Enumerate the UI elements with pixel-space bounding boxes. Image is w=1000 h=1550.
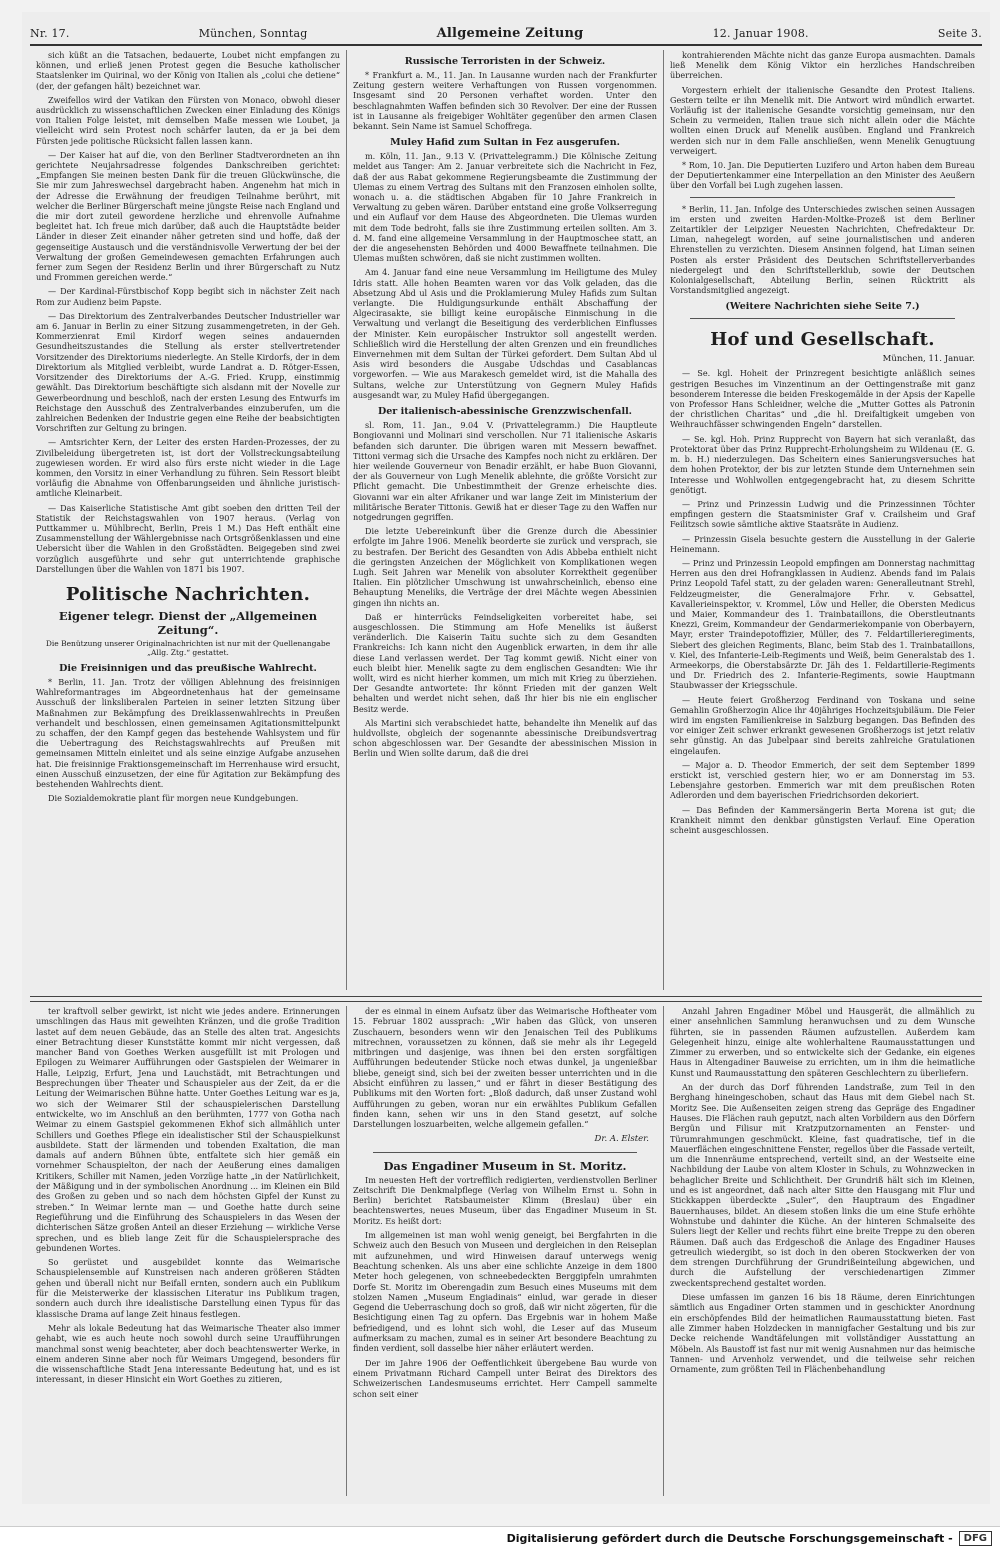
paragraph: sich küßt an die Tatsachen, bedauerte, Loubet nicht empfangen zu können, und erließ jenen Protest gegen die Besuche katholischer Staatslenker im Quirinal, wo der König von Italien als „colui che detiene“ (der, der gefangen hält) bezeichnet war. — [36, 50, 340, 91]
paragraph: sl. Rom, 11. Jan., 9.04 V. (Privattelegramm.) Die Hauptleute Bongiovanni und Molinari sind verschollen. Nur 71 italienische Askaris befanden sich darunter. Die übrigen waren mit Messern bewaffnet. Tittoni vermag sich die Ursache des Kampfes noch nicht zu erklären. Der hier weilende Gouverneur von Benadir erzählt, er habe Buon Giovanni, der als Gouverneur von Lugh Menelik ablehnte, die größte Vorsicht zur Pflicht gemacht. Die Unbestimmtheit der Grenze erheischte dies. Giovanni war ein alter Afrikaner und war lange Zeit im Ministerium der militärische Berater Tittonis. Gewiß hat er dieser Tage zu den Waffen nur notgedrungen gegriffen. — [353, 420, 657, 522]
author-signature: Dr. A. Elster. — [594, 1133, 649, 1144]
continued-notice: (Weitere Nachrichten siehe Seite 7.) — [725, 301, 920, 313]
paragraph: Anzahl Jahren Engadiner Möbel und Hausgerät, die allmählich zu einer ansehnlichen Sammlung heranwuchsen und zu dem Wunsche führten, sie in passenden Räumen aufzustellen. Außerdem kam Gelegenheit hinzu, einige alte wohlerhaltene Raumausstattungen und Zimmer zu erwerben, und so entwickelte sich der Gedanke, ein eigenes Haus in Altengadiner Bauweise zu errichten, um in ihm die heimatliche Kunst und Raumausstattung den späteren Geschlechtern zu überliefern. — [670, 1006, 975, 1078]
divider — [690, 318, 955, 319]
paragraph: Mehr als lokale Bedeutung hat das Weimarische Theater also immer gehabt, wie es auch heute noch sowohl durch seine Uraufführungen manchmal sonst wenig beachteter, aber doch beachtenswerter Werke, in einem anderen Sinne aber noch für Weimars Umgegend, besonders für die wissenschaftliche Stadt Jena interessante Bedeutung hat, und es ist interessant, in dieser Hinsicht ein Wort Goethes zu zitieren, — [36, 1322, 340, 1385]
paragraph: Daß er hinterrücks Feindseligkeiten vorbereitet habe, sei ausgeschlossen. Die Stimmung am Hofe Meneliks ist äußerst veränderlich. Die Kaiserin Taitu suchte sich zu dem Gesandten Frankreichs: Ich kann nicht den Augenblick erwarten, in dem ihr alle diese Land verlassen werdet. Der Tag kommt gewiß. Nicht einer von euch bleibt hier. Menelik sagte zu dem englischen Gesandten: Wie ihr wollt, wird es nicht hierher kommen, um mich mit Krieg zu überziehen. Der Gesandte antwortete: Ihr könnt Frieden mit der ganzen Welt behalten und werdet nicht sehen, daß Ihr hier bis nie ein englischer Besitz werde. — [353, 611, 657, 714]
paragraph: An der durch das Dorf führenden Landstraße, zum Teil in den Berghang hineingeschoben, schaut das Haus mit dem Giebel nach St. Moritz See. Die Außenseiten zeigen streng das Gepräge des Engadiner Hauses. Die Flächen rauh geputzt, nach alten Vorbildern aus den Dörfern Bergün und Filisur mit Kratzputzornamenten an Fenster- und Türumrahmungen geschmückt. Kleine, fast quadratische, tief in die Mauerflächen eingeschnittene Fenster, regellos über die Fassade verteilt, um die Innenräume entsprechend, verteilt sind, an der Westseite eine Nachbildung der Laube von altem Kloster in Schuls, zu Wohnzwecken in behaglicher Breite und Schlichtheit. Der Grundriß hält sich im Kleinen, und es ist angeordnet, daß nach alter Sitte den Hausgang mit Flur und Stickkappen überdeckte „Suler“, den Hauptraum des Engadiner Bauernhauses, bildet. An diesem stoßen links die um eine Stufe erhöhte Wohnstube und dahinter die Küche. An der hinteren Schmalseite des Sulers liegt der Keller und rechts führt eine breite Treppe zu den oberen Räumen. Daß auch das Erdgeschoß die Anlage des Engadiner Hauses getreulich wiedergibt, so ist doch in den oberen Stockwerken der von dem strengen Durchführung der Grundrißeinteilung abgewichen, und durch die Aufstellung der verschiedenartigen Zimmer zweckentsprechend gestaltet worden. — [670, 1082, 975, 1288]
dateline: München, 11. Januar. — [882, 354, 975, 365]
feuilleton-title: Das Engadiner Museum in St. Moritz. — [383, 1158, 627, 1173]
feuilleton-column-2 — [347, 1006, 664, 1496]
paragraph: * Rom, 10. Jan. Die Deputierten Luzifero und Arton haben dem Bureau der Deputiertenkammer eine Interpellation an den Minister des Aeußern über den Vorfall bei Lugh zugehen lassen. — [670, 160, 975, 191]
paragraph: — Se. kgl. Hoheit der Prinzregent besichtigte anläßlich seines gestrigen Besuches im Vinzentinum an der Oettingenstraße mit ganz besonderem Interesse die beiden Freskogemälde in der Apsis der Kapelle von Professor Hans Schleidner, welche die „Mutter Gottes als Patronin der christlichen Charitas“ und „die hl. Dreifaltigkeit umgeben von Weihrauchfässer schwingenden Engeln“ darstellen. — [670, 368, 975, 430]
issue-number: Nr. 17. — [30, 26, 70, 40]
paragraph: — Der Kaiser hat auf die, von den Berliner Stadtverordneten an ihn gerichtete Neujahrsadresse folgendes Dankschreiben gerichtet: „Empfangen Sie meinen besten Dank für die treuen Glückwünsche, die Sie mir zum Jahreswechsel dargebracht haben. Angenehm hat mich in der Adresse die Erwähnung der freudigen Teilnahme berührt, mit welcher die Berliner Bürgerschaft meine jüngste Reise nach England und die mir dort zuteil gewordene herzliche und ehrenvolle Aufnahme begleitet hat. Ich freue mich darüber, daß auch die Hauptstädte beider Länder in dieser Zeit einander näher getreten sind und hoffe, daß der gegenseitige Austausch und die verständnisvolle Verwertung der bei der Verwaltung der großen Gemeindewesen gemachten Erfahrungen auch ferner zum Segen der Residenz Berlin und ihrer Bürgerschaft zu Nutz und Frommen gereichen werde.“ — [36, 149, 340, 283]
paragraph: — Prinzessin Gisela besuchte gestern die Ausstellung in der Galerie Heinemann. — [670, 533, 975, 554]
paragraph: Vorgestern erhielt der italienische Gesandte den Protest Italiens. Gestern teilte er ihn Menelik mit. Die Antwort wird mündlich erwartet. Vorläufig ist der italienische Gesandte vorsichtig gemeinsam, nur den Schein zu vermeiden, Italien traue sich nicht allein oder die Mächte wollten einen Druck auf Menelik ausüben. England und Frankreich werden sich nur in dem Falle anschließen, wenn Menelik Genugtuung verweigert. — [670, 84, 975, 156]
paragraph: — Se. kgl. Hoh. Prinz Rupprecht von Bayern hat sich veranlaßt, das Protektorat über das Prinz Rupprecht-Erholungsheim zu Wildenau (E. G. m. b. H.) niederzulegen. Das Scheitern eines Sanierungsversuches hat dem hohen Protektor, der bis zur letzten Stunde dem Unternehmen sein Interesse und Wohlwollen entgegengebracht hat, zu diesem Schritte genötigt. — [670, 433, 975, 495]
section-title-court: Hof und Gesellschaft. — [710, 329, 935, 351]
column-2 — [347, 50, 664, 990]
paragraph: Diese umfassen im ganzen 16 bis 18 Räume, deren Einrichtungen sämtlich aus Engadiner Orten stammen und in geschickter Anordnung ein erschöpfendes Bild der heimatlichen Raumausstattung bieten. Fast alle Zimmer haben Holzdecken in mannigfacher Gestaltung und bis zur Decke reichende Wandtäfelungen mit vollständiger Ausstattung an Möbeln. Als Baustoff ist fast nur mit wenig Ausnahmen nur das heimische Tannen- und Arvenholz verwendet, und die teilweise sehr reichen Ornamente, zum größten Teil in Flächenbehandlung — [670, 1292, 975, 1375]
paragraph: So gerüstet und ausgebildet konnte das Weimarische Schauspielensemble auf Kunstreisen nach anderen größeren Städten gehen und überall nicht nur Beifall ernten, sondern auch ein Publikum für die Meisterwerke der klassischen Literatur ins Publikum tragen, sondern auch durch ihre idealistische Darstellung einen Typus für das klassische Drama auf lange Zeit hinaus festlegen. — [36, 1257, 340, 1319]
paragraph: ter kraftvoll selber gewirkt, ist nicht wie jedes andere. Erinnerungen umschlingen das Haus mit geweihten Kränzen, und die große Tradition lastet auf dem neuen Gebäude, das an Stelle des alten trat. Angesichts einer Betrachtung dieser Kunststätte kommt mir nicht vergessen, daß mancher Band von Goethes Werken ausgefüllt ist mit Prologen und Epilogen zu Weimarer Aufführungen oder Gastspielen der Weimarer in Halle, Leipzig, Erfurt, Jena und Lauchstädt, mit Betrachtungen und Besprechungen über Theater und Schauspieler aus der Zeit, da er die Leitung der Weimarischen Bühne hatte. Unter Goethes Leitung war es ja, wo sich der Weimarer Stil der schauspielerischen Darstellung entwickelte, wo im Anschluß an den berühmten, 1777 von Gotha nach Weimar zu einem Gastspiel gekommenen Ekhof sich allmählich unter Schillers und Goethes Pflege ein idealistischer Stil der Schauspielkunst ausbildete. Statt der lärmenden und tobenden Exaltation, die man damals auf andern Bühnen übte, entfaltete sich hier gemäß ein vornehmer Schauspielton, der nach der Aeußerung eines damaligen Kritikers, Schiller mit Namen, jeden Vorzüge hatte „in der Natürlichkeit, der Mäßigung und in der symbolischen Anordnung ... im Kleinen ein Bild des Großen zu geben und so nach dem höchsten Gipfel der Kunst zu streben.“ In Weimar lernte man — und Goethe hatte durch seine Regieführung und die Einführung des Schauspielers in das Wesen der dichterischen Sätze großen Anteil an dieser Erziehung — wirkliche Verse sprechen, und es blieb lange Zeit für die Schauspielersprache des gebundenen Wortes. — [36, 1006, 340, 1253]
article-headline: Muley Hafid zum Sultan in Fez ausgerufen. — [390, 137, 620, 149]
feuilleton-column-1 — [30, 1006, 347, 1496]
funding-credit: Digitalisierung gefördert durch die Deutsche Forschungsgemeinschaft - — [506, 1532, 953, 1545]
paragraph: Die letzte Uebereinkunft über die Grenze durch die Abessinier erfolgte im Jahre 1906. Menelik beorderte sie zurück und versprach, sie zu bestrafen. Der Bericht des Gesandten von Adis Abbeba enthielt nicht die geringsten Anzeichen der Möglichkeit von Komplikationen wegen Lugh. Seit Jahren war Menelik von absoluter Korrektheit gegenüber Italien. Ein plötzlicher Umschwung ist unwahrscheinlich, ebenso eine Behauptung Meneliks, die Verträge der drei Mächte wegen Abessinien gingen ihn nichts an. — [353, 526, 657, 608]
feuilleton-section — [30, 1006, 982, 1496]
section-subtitle: Eigener telegr. Dienst der „Allgemeinen Zeitung“. — [58, 608, 318, 637]
dfg-logo-icon: DFG — [959, 1531, 992, 1546]
paragraph: Am 4. Januar fand eine neue Versammlung im Heiligtume des Muley Idris statt. Alle hohen Beamten waren vor das Volk geladen, das die Absetzung Abd ul Asis und die Proklamierung Muley Hafids zum Sultan verlangte. Die Huldigungsurkunde enthält Abschaffung der Algecirasakte, sie billigt keine europäische Einmischung in die Verwaltung und verlangt die Beseitigung des verderblichen Einflusses der Minister. Kein europäischer Instruktor soll angestellt werden. Schließlich wird die Herstellung der alten Grenzen und ein freundliches Einvernehmen mit dem Sultan der Türkei gefordert. Dem Sultan Abd ul Asis wird besonders die Ausgabe Udschdas und Casablancas vorgeworfen. — Wie aus Marakesch gemeldet wird, ist die Mahalla des Sultans, welche zur Unterstützung von Gegnern Muley Hafids ausgesandt war, zu Muley Hafid übergegangen. — [353, 267, 657, 400]
paragraph: — Amtsrichter Kern, der Leiter des ersten Harden-Prozesses, der zu Zivilbeleidung übergetreten ist, ist dort der Vollstreckungsabteilung zugewiesen worden. Er wird also fürs erste nicht wieder in die Lage kommen, den Vorsitz in einer Verhandlung zu führen. Sein Ressort bleibt vorläufig die Abnahme von Offenbarungseiden und ähnliche juristisch-amtliche Kleinarbeit. — [36, 437, 340, 499]
digitization-footer — [0, 1526, 1000, 1550]
paragraph: Die Sozialdemokratie plant für morgen neue Kundgebungen. — [48, 793, 299, 804]
paragraph: m. Köln, 11. Jan., 9.13 V. (Privattelegramm.) Die Kölnische Zeitung meldet aus Tanger: Am 2. Januar verbreitete sich die Nachricht in Fez, daß der aus Rabat gekommene Regierungsbeamte die Zustimmung der Ulemas zu einem Vertrag des Sultans mit den Franzosen einholen sollte, wonach u. a. die städtischen Abgaben für 10 Jahre Frankreich in Verwaltung zu geben wären. Darüber entstand eine große Volkserregung und ein Auflauf vor dem Hause des Abgeordneten. Die Ulemas wurden mit dem Tode bedroht, falls sie ihre Zustimmung erteilen sollten. Am 3. d. M. fand eine allgemeine Versammlung in der Hauptmoschee statt, an der die angesehensten Behörden und 4000 Bewaffnete teilnahmen. Die Ulemas mußten schwören, daß sie nicht zustimmen wollten. — [353, 151, 657, 264]
feuilleton-divider — [30, 996, 982, 1002]
paragraph: kontrahierenden Mächte nicht das ganze Europa ausmachten. Damals ließ Menelik dem König Viktor ein herzliches Handschreiben überreichen. — [670, 50, 975, 81]
feuilleton-column-3 — [664, 1006, 981, 1496]
paragraph: * Berlin, 11. Jan. Trotz der völligen Ablehnung des freisinnigen Wahlreformantrages im Abgeordnetenhaus hat der gemeinsame Ausschuß der linksliberalen Parteien in seiner letzten Sitzung über Maßnahmen zur Bekämpfung des Dreiklassenwahlrechts in Preußen verhandelt und beschlossen, einen gemeinsamen Agitationsmittelpunkt zu schaffen, der den Kampf gegen das bestehende Wahlsystem und für die Uebertragung des Reichstagswahlrechts auf Preußen mit gemeinsamen Mitteln einleitet und als seine einzige Aufgabe anzusehen hat. Die freisinnige Fraktionsgemeinschaft im Herrenhause wird ersucht, einen Ausschuß einzusetzen, der eine für Agitation zur Bekämpfung des bestehenden Wahlrechts dient. — [36, 676, 340, 789]
paragraph: Der im Jahre 1906 der Oeffentlichkeit übergebene Bau wurde von einem Privatmann Richard Campell unter Beirat des Direktors des Schweizerischen Landesmuseums errichtet. Herr Campell sammelte schon seit einer — [353, 1357, 657, 1399]
place-day: München, Sonntag — [198, 26, 308, 40]
paragraph: der es einmal in einem Aufsatz über das Weimarische Hoftheater vom 15. Februar 1802 aussprach: „Wir haben das Glück, von unseren Zuschauern, besonders wenn wir den Jenaischen Teil des Publikums mitrechnen, voraussetzen zu können, daß sie mehr als ihr Legegeld mitbringen und dasjenige, was ihnen bei den ersten sorgfältigen Aufführungen bedeutender Stücke noch etwas dunkel, ja ungenießbar bliebe, geneigt sind, sich bei der zweiten besser unterrichten und in die Absicht einführen zu lassen,“ und er fährt in dieser Bestätigung des Publikums mit den Worten fort: „Bloß dadurch, daß unser Zustand wohl Aufführungen zu geben, woran nur ein erwähltes Publikum Gefallen finden kann, sehen wir uns in den Stand gesetzt, auf solche Darstellungen loszuarbeiten, welche allgemein gefallen.“ — [353, 1006, 657, 1130]
paragraph: — Das Direktorium des Zentralverbandes Deutscher Industrieller war am 6. Januar in Berlin zu einer Sitzung zusammengetreten, in der Geh. Kommerzienrat Emil Kirdorf wegen seines andauernden Gesundheitszustandes die Stellung als erster stellvertretender Vorsitzender des Direktoriums niederlegte. An Stelle Kirdorfs, der in dem Direktorium als Mitglied verbleibt, wurde Landrat a. D. Rötger-Essen, Vorsitzender des Direktoriums der A.-G. Fried. Krupp, einstimmig gewählt. Das Direktorium beschäftigte sich alsdann mit der Novelle zur Gewerbeordnung und beschloß, nach der ersten Lesung des Entwurfs im Reichstage den Ausschuß des Zentralverbandes einzuberufen, um die zahlreichen Bedenken der Industrie gegen eine Reihe der beabsichtigten Vorschriften zur Geltung zu bringen. — [36, 310, 340, 434]
article-headline: Die Freisinnigen und das preußische Wahlrecht. — [59, 662, 317, 674]
paragraph: — Das Befinden der Kammersängerin Berta Morena ist gut; die Krankheit nimmt den denkbar günstigsten Verlauf. Eine Operation scheint ausgeschlossen. — [670, 804, 975, 835]
newspaper-page — [22, 12, 990, 1504]
section-title-politics: Politische Nachrichten. — [65, 583, 311, 605]
divider — [373, 1152, 637, 1153]
newspaper-title: Allgemeine Zeitung — [436, 25, 584, 41]
paragraph: * Frankfurt a. M., 11. Jan. In Lausanne wurden nach der Frankfurter Zeitung gestern weitere Verhaftungen von Russen vorgenommen. Insgesamt sind 20 Personen verhaftet worden. Unter den beschlagnahmten Waffen befinden sich 30 Revolver. Der eine der Russen ist in Lausanne als freigebiger Wohltäter gegenüber den armen Clasen bekannt. Sein Name ist Samuel Schoffrega. — [353, 70, 657, 132]
paragraph: — Der Kardinal-Fürstbischof Kopp begibt sich in nächster Zeit nach Rom zur Audienz beim Papste. — [36, 286, 340, 307]
paragraph: Im allgemeinen ist man wohl wenig geneigt, bei Bergfahrten in die Schweiz auch den Besuch von Museen und dergleichen in den Reiseplan mit aufzunehmen, und wird Hinweisen darauf unterwegs wenig Beachtung schenken. Als uns aber eine schlichte Anzeige in dem 1800 Meter hoch gelegenen, von schneebedeckten Berggipfeln umrahmten Dorfe St. Moritz im Oberengadin zum Besuch eines Museums mit dem stolzen Namen „Museum Engiadinais“ einlud, war gerade in dieser Gegend die Ueberraschung doch so groß, daß wir nicht zögerten, für die Besichtigung einen Tag zu opfern. Das Ergebnis war in hohem Maße befriedigend, und es lohnt sich wohl, die Leser auf das Museum aufmerksam zu machen, zumal es in seiner Art besondere Beachtung zu finden verdient, soll dasselbe hier näher erläutert werden. — [353, 1230, 657, 1354]
paragraph: — Heute feiert Großherzog Ferdinand von Toskana und seine Gemahlin Großherzogin Alice ihr 40jähriges Hochzeitsjubiläum. Die Feier wird im engsten Familienkreise in Salzburg begangen. Das Befinden des vor einiger Zeit schwer erkrankt gewesenen Großherzogs ist jetzt relativ sehr günstig. An das Jubelpaar sind bereits zahlreiche Gratulationen eingelaufen. — [670, 694, 975, 756]
paragraph: — Das Kaiserliche Statistische Amt gibt soeben den dritten Teil der Statistik der Reichstagswahlen von 1907 heraus. (Verlag von Puttkammer u. Mühlbrecht, Berlin, Preis 1 M.) Das Heft enthält eine Zusammenstellung der Wählergebnisse nach Ortsgrößenklassen und eine Uebersicht über die Wahlen in den Großstädten. Beigegeben sind zwei vorzüglich ausgeführte und sehr gut unterrichtende graphische Darstellungen über die Wahlen von 1871 bis 1907. — [36, 502, 340, 574]
paragraph: — Prinz und Prinzessin Leopold empfingen am Donnerstag nachmittag Herren aus den drei Hofrangklassen in Audienz. Abends fand im Palais Prinz Leopold Tafel statt, zu der geladen waren: Generalleutnant Strehl, Feldzeugmeister, die Generalmajore Frhr. v. Gebsattel, Kavallerieinspektor, v. Krommel, Löw und Heller, die Obersten Medicus und Maier, Kommandeur des 1. Trainbataillons, die Oberstleutnants Knezzi, Greim, Kommandeur der Gendarmeriekompanie von Oberbayern, Mayr, erster Traindepotoffizier, Müller, des 7. Feldartillerieregiments, Siebert des gleichen Regiments, Blanc, beim Stab des 1. Trainbataillons, v. Kiel, des Infanterie-Leib-Regiments und Weiß, beim Generalstab des 1. Armeekorps, die Oberstabsärzte Dr. Jäh des 1. Feldartillerie-Regiments und Dr. Friedrich des 2. Infanterie-Regiments, sowie Hauptmann Staubwasser der Kriegsschule. — [670, 557, 975, 691]
news-columns — [30, 50, 982, 990]
paragraph: * Berlin, 11. Jan. Infolge des Unterschiedes zwischen seinen Aussagen im ersten und zweiten Harden-Moltke-Prozeß ist dem Berliner Zeitartikler der Leipziger Neuesten Nachrichten, Chefredakteur Dr. Liman, nahegelegt worden, auf seine journalistischen und anderen Ehrenstellen zu verzichten. Diesem Ansinnen folgend, hat Liman seinen Posten als erster Präsident des Deutschen Schriftstellerverbandes niedergelegt und den Schriftstellerklub, sowie der Deutschen Kolonialgesellschaft, Abteilung Berlin, seinen Rücktritt als Vorstandsmitglied angezeigt. — [670, 203, 975, 296]
divider — [690, 197, 955, 198]
page-number: Seite 3. — [937, 26, 982, 40]
article-headline: Russische Terroristen in der Schweiz. — [404, 56, 606, 67]
running-head — [30, 22, 982, 46]
column-1 — [30, 50, 347, 990]
paragraph: — Prinz und Prinzessin Ludwig und die Prinzessinnen Töchter empfingen gestern die Staatsminister Graf v. Crailsheim und Graf Feilitzsch sowie sämtliche aktive Staatsräte in Audienz. — [670, 498, 975, 530]
paragraph: Im neuesten Heft der vortrefflich redigierten, verdienstvollen Berliner Zeitschrift Die Denkmalpflege (Verlag von Wilhelm Ernst u. Sohn in Berlin) berichtet Ratsbaumeister Klimm (Breslau) über ein beachtenswertes, neues Museum, über das Engadiner Museum in St. Moritz. Es heißt dort: — [353, 1174, 657, 1226]
issue-date: 12. Januar 1908. — [712, 26, 809, 40]
column-3 — [664, 50, 981, 990]
paragraph: Als Martini sich verabschiedet hatte, behandelte ihn Menelik auf das huldvollste, obgleich der sogenannte abessinische Dreibundsvertrag schon abgeschlossen war. Der Gesandte der abessinischen Mission in Berlin und Wien sollte darum, daß die drei — [353, 717, 657, 759]
copyright-note: Die Benützung unserer Originalnachrichten ist nur mit der Quellenangabe „Allg. Ztg.“ gestattet. — [45, 638, 331, 657]
paragraph: Zweifellos wird der Vatikan den Fürsten von Monaco, obwohl dieser ausdrücklich zu wissenschaftlichen Zwecken einer Einladung des Königs von Italien Folge leistet, mit demselben Maße messen wie Loubet, ja vielleicht wird sein Protest noch schärfer lauten, da er ja bei dem Fürsten jede politische Rücksicht fallen lassen kann. — [36, 94, 340, 146]
article-headline: Der italienisch-abessinische Grenzzwischenfall. — [378, 406, 632, 418]
paragraph: — Major a. D. Theodor Emmerich, der seit dem September 1899 erstickt ist, verschied gestern hier, wo er am Donnerstag im 53. Lebensjahre gestorben. Emmerich war mit dem preußischen Roten Adlerorden und dem bayerischen Friedrichsorden dekoriert. — [670, 759, 975, 801]
